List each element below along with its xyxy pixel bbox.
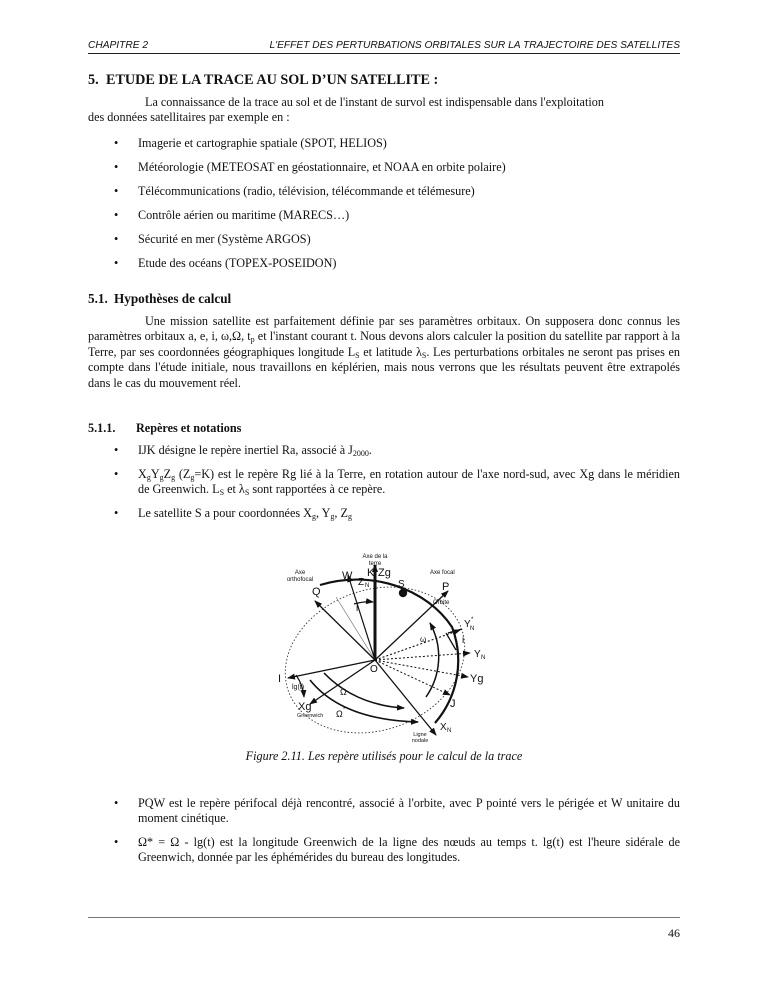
earth-axis-label: Axe de la	[362, 554, 388, 560]
list-item	[114, 184, 680, 199]
yn-star-sup: *	[471, 617, 474, 623]
section-5-1-paragraph	[88, 314, 680, 391]
subscript: g	[146, 473, 151, 482]
list-item-text	[138, 467, 680, 498]
subscript: g	[190, 473, 195, 482]
intro-line-2: des données satellitaires par exemple en :	[88, 110, 290, 125]
lgt-label: lg(t)	[292, 684, 305, 691]
page-number: 46	[668, 926, 680, 940]
list-item	[114, 443, 680, 458]
xg-label: Xg	[298, 701, 312, 713]
text-run: X	[138, 467, 147, 481]
yn-sub: N	[481, 655, 486, 661]
xn-label: X	[440, 722, 447, 733]
omega-label: ω	[420, 635, 427, 644]
s-label: S	[398, 579, 405, 590]
bullet-icon: •	[114, 796, 119, 810]
Omega-star-arc	[310, 680, 418, 722]
list-item	[114, 136, 680, 151]
subscript: 2000	[352, 449, 369, 458]
list-item	[114, 208, 680, 223]
bullet-icon: •	[114, 136, 119, 150]
orbital-frames-diagram	[270, 545, 540, 745]
text-run: et l'instant courant t. Nous devons alors calculer la position du satellite par rapport à la Terre, par ses coordonnées géographiques longitude L	[88, 329, 680, 359]
section-title: ETUDE DE LA TRACE AU SOL D’UN SATELLITE :	[106, 72, 439, 88]
xn-sub: N	[447, 728, 452, 734]
text-run: (Z	[175, 467, 191, 481]
subscript: g	[159, 473, 164, 482]
bullet-icon: •	[114, 208, 119, 222]
bullet-icon: •	[114, 506, 119, 520]
orbit-label: Orbite	[433, 600, 450, 606]
subscript: S	[244, 488, 250, 498]
header-chapter: CHAPITRE 2	[88, 40, 149, 51]
list-item-text: Ω* = Ω - lg(t) est la longitude Greenwich de la ligne des nœuds au temps t. lg(t) est l'heure sidérale de Greenwich, donnée par les éphémérides du bureau des longitudes.	[138, 835, 680, 865]
text-run: Le satellite S a pour coordonnées X	[138, 506, 312, 520]
subscript: g	[330, 512, 335, 521]
text-run: , Z	[334, 506, 348, 520]
list-item-text	[138, 506, 680, 521]
greenwich-label: Greenwich	[297, 713, 324, 719]
list-item	[114, 256, 680, 271]
section-number: 5.1.	[88, 291, 108, 306]
list-item	[114, 467, 680, 498]
bullet-icon: •	[114, 160, 119, 174]
k-label: K	[367, 567, 375, 579]
list-item	[114, 796, 680, 827]
text-run: et latitude λ	[359, 344, 422, 359]
section-number: 5.1.1.	[88, 421, 116, 435]
list-item-text	[138, 443, 680, 458]
subscript: S	[219, 488, 225, 498]
list-item-text: Etude des océans (TOPEX-POSEIDON)	[138, 256, 337, 270]
list-item-text: Météorologie (METEOSAT en géostationnaire, et NOAA en orbite polaire)	[138, 160, 506, 174]
list-item	[114, 835, 680, 866]
list-item-text: PQW est le repère périfocal déjà rencontré, associé à l'orbite, avec P pointé vers le périgée et W unitaire du moment cinétique.	[138, 796, 680, 826]
text-run: .	[368, 443, 372, 457]
bullet-icon: •	[114, 184, 119, 198]
text-run: et λ	[224, 482, 245, 497]
yn-star-label: Y	[464, 619, 471, 630]
zn-sub: N	[365, 583, 370, 589]
list-item-text: Contrôle aérien ou maritime (MARECS…)	[138, 208, 350, 222]
figure-caption: Figure 2.11. Les repère utilisés pour le calcul de la trace	[245, 749, 523, 763]
list-item	[114, 506, 680, 521]
yn-label: Y	[474, 649, 481, 660]
bullet-icon: •	[114, 256, 119, 270]
list-item-text: Télécommunications (radio, télévision, télécommande et télémesure)	[138, 184, 475, 198]
section-title: Repères et notations	[136, 421, 242, 435]
text-run: Une mission satellite est parfaitement définie par ses paramètres orbitaux. On supposera donc connus les paramètres orbitaux a, e, i, ω,Ω, t	[88, 314, 680, 344]
earth-axis-label: terre	[368, 561, 382, 567]
text-run: . Les perturbations orbitales ne seront pas prises en compte dans l'étude initiale, nous travaillons en képlérien, mais nous verrons que les résultats peuvent être extrapolés dans le cas du mouvement réel.	[88, 344, 680, 390]
section-number: 5.	[88, 72, 99, 88]
text-run: sont rapportées à ce repère.	[249, 482, 386, 497]
bullet-icon: •	[114, 835, 119, 849]
list-item-text: Sécurité en mer (Système ARGOS)	[138, 232, 311, 246]
omega-star-sup: *	[343, 707, 346, 713]
node-longitude-label: Ω	[340, 687, 347, 697]
yg-axis	[375, 660, 468, 677]
list-item-text: Imagerie et cartographie spatiale (SPOT, HELIOS)	[138, 136, 387, 150]
yn-star-sub: N	[470, 626, 475, 632]
text-run: IJK désigne le repère inertiel Ra, associé à J	[138, 443, 353, 457]
inclination-label: i	[462, 635, 465, 646]
text-run: =K) est le repère Rg lié à la Terre, en rotation autour de l'axe nord-sud, avec Xg dans le méridien de Greenwich. L	[138, 467, 680, 497]
bullet-icon: •	[114, 443, 119, 457]
subscript: g	[347, 512, 352, 521]
header-title: L'EFFET DES PERTURBATIONS ORBITALES SUR LA TRAJECTOIRE DES SATELLITES	[269, 40, 680, 51]
ortho-label: orthofocal	[286, 577, 314, 583]
subscript: p	[250, 335, 255, 345]
subscript: S	[355, 350, 360, 360]
section-5-intro	[88, 95, 680, 126]
nodal-label: Ligne	[413, 732, 427, 738]
yg-label: Yg	[470, 673, 484, 685]
j-label: J	[450, 698, 456, 710]
text-run: Y	[150, 467, 160, 481]
satellite-icon	[399, 589, 407, 597]
subscript: g	[311, 512, 316, 521]
w-label: W	[342, 570, 353, 582]
list-item	[114, 232, 680, 247]
zn-label: Z	[358, 577, 365, 588]
subscript: g	[171, 473, 176, 482]
running-header	[88, 38, 680, 54]
i-axis-label: I	[278, 673, 282, 685]
origin-label: O	[370, 664, 378, 675]
zg-label: Zg	[378, 567, 391, 579]
q-label: Q	[312, 586, 321, 598]
nodal-label: nodale	[411, 738, 429, 744]
subscript: S	[421, 350, 427, 360]
greenwich-node-label: Ω	[336, 709, 343, 719]
section-title: Hypothèses de calcul	[114, 291, 232, 306]
xn-axis	[375, 660, 436, 735]
text-run: Z	[163, 467, 172, 481]
section-5-heading	[88, 72, 438, 89]
focal-label: Axe focal	[430, 570, 455, 576]
section-5-1-1-heading	[88, 421, 241, 436]
section-5-1-heading	[88, 291, 231, 307]
intro-line-1: La connaissance de la trace au sol et de l'instant de survol est indispensable dans l'exploitation	[145, 95, 604, 109]
list-item	[114, 160, 680, 175]
yn-axis	[375, 653, 470, 660]
ortho-label: Axe	[294, 570, 306, 576]
inclination-label: i	[356, 603, 359, 614]
p-label: P	[442, 581, 450, 593]
footer-divider	[88, 917, 680, 918]
bullet-icon: •	[114, 467, 119, 481]
omega-arc	[426, 623, 439, 697]
bullet-icon: •	[114, 232, 119, 246]
text-run: , Y	[315, 506, 331, 520]
